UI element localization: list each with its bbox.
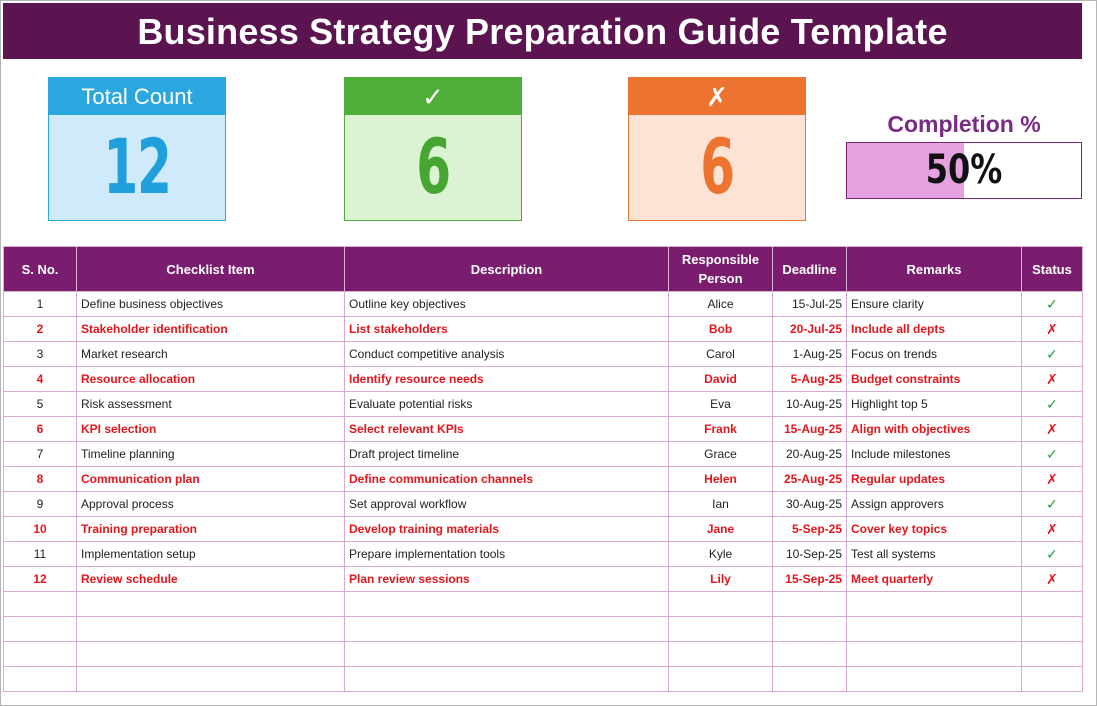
checklist-item-cell[interactable]: Risk assessment xyxy=(77,392,345,417)
column-header-remarks[interactable]: Remarks xyxy=(847,247,1022,292)
check-icon: ✓ xyxy=(345,78,521,115)
deadline-cell[interactable]: 20-Aug-25 xyxy=(773,442,847,467)
empty-cell[interactable] xyxy=(4,617,77,642)
status-cell[interactable] xyxy=(1022,367,1083,392)
status-cell[interactable] xyxy=(1022,467,1083,492)
serial-cell[interactable]: 2 xyxy=(4,317,77,342)
serial-cell[interactable]: 8 xyxy=(4,467,77,492)
deadline-cell[interactable]: 15-Jul-25 xyxy=(773,292,847,317)
table-header-row xyxy=(4,247,1083,292)
cross-icon: ✗ xyxy=(1046,370,1058,387)
description-cell[interactable]: List stakeholders xyxy=(345,317,669,342)
empty-cell[interactable] xyxy=(1022,592,1083,617)
checklist-item-cell[interactable]: Resource allocation xyxy=(77,367,345,392)
empty-cell[interactable] xyxy=(345,667,669,692)
total-count-value: 12 xyxy=(103,122,171,211)
table-row[interactable] xyxy=(4,392,1083,417)
status-cell[interactable] xyxy=(1022,517,1083,542)
table-row[interactable] xyxy=(4,292,1083,317)
page-title: Business Strategy Preparation Guide Template xyxy=(3,3,1082,59)
table-row[interactable] xyxy=(4,417,1083,442)
empty-cell[interactable] xyxy=(773,642,847,667)
table-row[interactable] xyxy=(4,367,1083,392)
empty-cell[interactable] xyxy=(4,667,77,692)
empty-cell[interactable] xyxy=(77,642,345,667)
completion-label: Completion % xyxy=(887,111,1041,137)
responsible-person-cell[interactable]: Frank xyxy=(669,417,773,442)
serial-cell[interactable]: 3 xyxy=(4,342,77,367)
empty-cell[interactable] xyxy=(773,592,847,617)
empty-cell[interactable] xyxy=(847,592,1022,617)
completed-count-card xyxy=(344,77,522,221)
responsible-person-cell[interactable]: Lily xyxy=(669,567,773,592)
deadline-cell[interactable]: 5-Aug-25 xyxy=(773,367,847,392)
completed-count-value: 6 xyxy=(416,122,450,211)
table-row[interactable] xyxy=(4,467,1083,492)
completion-percent: 50% xyxy=(925,147,1003,193)
serial-cell[interactable]: 5 xyxy=(4,392,77,417)
table-row[interactable] xyxy=(4,317,1083,342)
check-icon: ✓ xyxy=(1046,295,1058,312)
empty-cell[interactable] xyxy=(4,642,77,667)
responsible-person-cell[interactable]: Carol xyxy=(669,342,773,367)
description-cell[interactable]: Develop training materials xyxy=(345,517,669,542)
responsible-person-cell[interactable]: Grace xyxy=(669,442,773,467)
table-row[interactable] xyxy=(4,442,1083,467)
deadline-cell[interactable]: 10-Sep-25 xyxy=(773,542,847,567)
responsible-person-cell[interactable]: Bob xyxy=(669,317,773,342)
column-header-description[interactable]: Description xyxy=(345,247,669,292)
status-cell[interactable] xyxy=(1022,492,1083,517)
empty-table-row[interactable] xyxy=(4,667,1083,692)
checklist-item-cell[interactable]: Approval process xyxy=(77,492,345,517)
checklist-item-cell[interactable]: Define business objectives xyxy=(77,292,345,317)
total-count-label: Total Count xyxy=(49,78,225,115)
column-header-checklist-item[interactable]: Checklist Item xyxy=(77,247,345,292)
status-cell[interactable] xyxy=(1022,417,1083,442)
status-cell[interactable] xyxy=(1022,342,1083,367)
description-cell[interactable]: Draft project timeline xyxy=(345,442,669,467)
empty-cell[interactable] xyxy=(1022,617,1083,642)
cross-icon: ✗ xyxy=(1046,320,1058,337)
empty-cell[interactable] xyxy=(669,592,773,617)
description-cell[interactable]: Prepare implementation tools xyxy=(345,542,669,567)
status-cell[interactable] xyxy=(1022,542,1083,567)
empty-cell[interactable] xyxy=(4,592,77,617)
empty-cell[interactable] xyxy=(669,642,773,667)
empty-table-row[interactable] xyxy=(4,592,1083,617)
responsible-person-cell[interactable]: Kyle xyxy=(669,542,773,567)
deadline-cell[interactable]: 10-Aug-25 xyxy=(773,392,847,417)
checklist-table xyxy=(3,246,1083,692)
status-cell[interactable] xyxy=(1022,567,1083,592)
empty-cell[interactable] xyxy=(77,592,345,617)
remarks-cell[interactable]: Regular updates xyxy=(847,467,1022,492)
empty-cell[interactable] xyxy=(77,667,345,692)
empty-cell[interactable] xyxy=(1022,667,1083,692)
responsible-person-cell[interactable]: Ian xyxy=(669,492,773,517)
deadline-cell[interactable]: 1-Aug-25 xyxy=(773,342,847,367)
remarks-cell[interactable]: Include all depts xyxy=(847,317,1022,342)
checklist-item-cell[interactable]: Implementation setup xyxy=(77,542,345,567)
table-row[interactable] xyxy=(4,567,1083,592)
empty-table-row[interactable] xyxy=(4,617,1083,642)
checklist-item-cell[interactable]: Training preparation xyxy=(77,517,345,542)
check-icon: ✓ xyxy=(1046,395,1058,412)
empty-cell[interactable] xyxy=(669,617,773,642)
empty-cell[interactable] xyxy=(345,617,669,642)
total-count-card xyxy=(48,77,226,221)
remarks-cell[interactable]: Focus on trends xyxy=(847,342,1022,367)
remarks-cell[interactable]: Highlight top 5 xyxy=(847,392,1022,417)
responsible-person-cell[interactable]: David xyxy=(669,367,773,392)
completion-progress-bar xyxy=(846,142,1082,199)
serial-cell[interactable]: 10 xyxy=(4,517,77,542)
table-row[interactable] xyxy=(4,517,1083,542)
remarks-cell[interactable]: Meet quarterly xyxy=(847,567,1022,592)
responsible-person-cell[interactable]: Jane xyxy=(669,517,773,542)
empty-cell[interactable] xyxy=(847,617,1022,642)
serial-cell[interactable]: 11 xyxy=(4,542,77,567)
check-icon: ✓ xyxy=(1046,545,1058,562)
empty-cell[interactable] xyxy=(1022,642,1083,667)
empty-cell[interactable] xyxy=(77,617,345,642)
serial-cell[interactable]: 7 xyxy=(4,442,77,467)
column-header-serial[interactable]: S. No. xyxy=(4,247,77,292)
table-row[interactable] xyxy=(4,492,1083,517)
table-row[interactable] xyxy=(4,542,1083,567)
description-cell[interactable]: Plan review sessions xyxy=(345,567,669,592)
table-row[interactable] xyxy=(4,342,1083,367)
status-cell[interactable] xyxy=(1022,292,1083,317)
column-header-responsible-person[interactable]: Responsible Person xyxy=(669,247,773,292)
status-cell[interactable] xyxy=(1022,392,1083,417)
column-header-status[interactable]: Status xyxy=(1022,247,1083,292)
description-cell[interactable]: Evaluate potential risks xyxy=(345,392,669,417)
responsible-person-cell[interactable]: Alice xyxy=(669,292,773,317)
column-header-deadline[interactable]: Deadline xyxy=(773,247,847,292)
empty-cell[interactable] xyxy=(345,592,669,617)
description-cell[interactable]: Outline key objectives xyxy=(345,292,669,317)
checklist-item-cell[interactable]: Review schedule xyxy=(77,567,345,592)
empty-cell[interactable] xyxy=(773,667,847,692)
deadline-cell[interactable]: 15-Aug-25 xyxy=(773,417,847,442)
description-cell[interactable]: Identify resource needs xyxy=(345,367,669,392)
cross-icon: ✗ xyxy=(1046,470,1058,487)
checklist-item-cell[interactable]: KPI selection xyxy=(77,417,345,442)
checklist-item-cell[interactable]: Stakeholder identification xyxy=(77,317,345,342)
empty-cell[interactable] xyxy=(669,667,773,692)
responsible-person-cell[interactable]: Eva xyxy=(669,392,773,417)
remarks-cell[interactable]: Assign approvers xyxy=(847,492,1022,517)
pending-count-card xyxy=(628,77,806,221)
remarks-cell[interactable]: Align with objectives xyxy=(847,417,1022,442)
remarks-cell[interactable]: Cover key topics xyxy=(847,517,1022,542)
deadline-cell[interactable]: 15-Sep-25 xyxy=(773,567,847,592)
checklist-item-cell[interactable]: Communication plan xyxy=(77,467,345,492)
responsible-person-cell[interactable]: Helen xyxy=(669,467,773,492)
empty-cell[interactable] xyxy=(773,617,847,642)
check-icon: ✓ xyxy=(1046,495,1058,512)
cross-icon: ✗ xyxy=(1046,420,1058,437)
remarks-cell[interactable]: Ensure clarity xyxy=(847,292,1022,317)
deadline-cell[interactable]: 30-Aug-25 xyxy=(773,492,847,517)
check-icon: ✓ xyxy=(1046,345,1058,362)
description-cell[interactable]: Define communication channels xyxy=(345,467,669,492)
description-cell[interactable]: Set approval workflow xyxy=(345,492,669,517)
cross-icon: ✗ xyxy=(1046,520,1058,537)
empty-cell[interactable] xyxy=(847,642,1022,667)
empty-table-row[interactable] xyxy=(4,642,1083,667)
status-cell[interactable] xyxy=(1022,442,1083,467)
cross-icon: ✗ xyxy=(629,78,805,115)
description-cell[interactable]: Conduct competitive analysis xyxy=(345,342,669,367)
deadline-cell[interactable]: 20-Jul-25 xyxy=(773,317,847,342)
remarks-cell[interactable]: Budget constraints xyxy=(847,367,1022,392)
check-icon: ✓ xyxy=(1046,445,1058,462)
serial-cell[interactable]: 1 xyxy=(4,292,77,317)
serial-cell[interactable]: 12 xyxy=(4,567,77,592)
cross-icon: ✗ xyxy=(1046,570,1058,587)
remarks-cell[interactable]: Test all systems xyxy=(847,542,1022,567)
pending-count-value: 6 xyxy=(700,122,734,211)
serial-cell[interactable]: 6 xyxy=(4,417,77,442)
serial-cell[interactable]: 4 xyxy=(4,367,77,392)
serial-cell[interactable]: 9 xyxy=(4,492,77,517)
checklist-body xyxy=(4,292,1083,692)
empty-cell[interactable] xyxy=(345,642,669,667)
deadline-cell[interactable]: 25-Aug-25 xyxy=(773,467,847,492)
status-cell[interactable] xyxy=(1022,317,1083,342)
description-cell[interactable]: Select relevant KPIs xyxy=(345,417,669,442)
empty-cell[interactable] xyxy=(847,667,1022,692)
checklist-item-cell[interactable]: Timeline planning xyxy=(77,442,345,467)
deadline-cell[interactable]: 5-Sep-25 xyxy=(773,517,847,542)
remarks-cell[interactable]: Include milestones xyxy=(847,442,1022,467)
checklist-item-cell[interactable]: Market research xyxy=(77,342,345,367)
